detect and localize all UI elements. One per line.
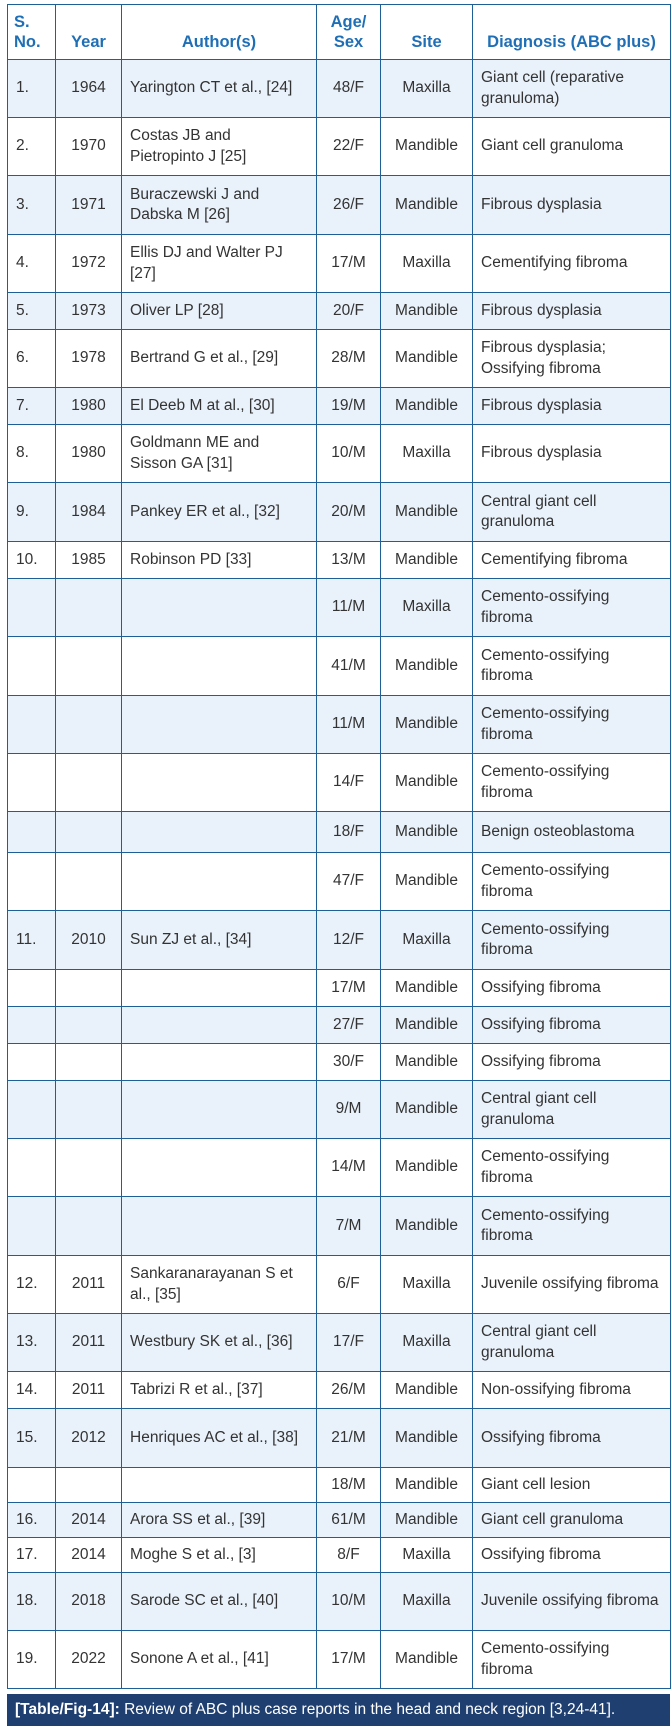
table-row: [8, 483, 671, 542]
cell-sno: 19.: [8, 1631, 56, 1689]
table-row: [8, 853, 671, 911]
cell-site: Mandible: [381, 1372, 473, 1409]
cell-author: [122, 1468, 317, 1503]
cell-sno: [8, 579, 56, 637]
cell-sno: [8, 754, 56, 812]
cell-author: [122, 579, 317, 637]
cell-age-sex: 17/M: [317, 970, 381, 1007]
cell-age-sex: 10/M: [317, 1573, 381, 1631]
cell-age-sex: 17/M: [317, 1631, 381, 1689]
cell-sno: 6.: [8, 330, 56, 388]
cell-year: [56, 1007, 122, 1044]
table-row: [8, 812, 671, 853]
cell-diagnosis: Central giant cell granuloma: [473, 1314, 671, 1372]
table-row: [8, 425, 671, 483]
table-row: [8, 1044, 671, 1081]
cell-diagnosis: Giant cell (reparative granuloma): [473, 60, 671, 118]
cell-site: Mandible: [381, 483, 473, 542]
cell-diagnosis: Cemento-ossifying fibroma: [473, 754, 671, 812]
cell-year: 2011: [56, 1314, 122, 1372]
cell-author: [122, 637, 317, 696]
cell-age-sex: 47/F: [317, 853, 381, 911]
cell-sno: [8, 637, 56, 696]
cell-diagnosis: Giant cell lesion: [473, 1468, 671, 1503]
header-site: Site: [381, 5, 473, 60]
cell-year: 1971: [56, 176, 122, 235]
table-row: [8, 388, 671, 425]
cell-author: [122, 1044, 317, 1081]
cell-age-sex: 30/F: [317, 1044, 381, 1081]
cell-age-sex: 20/M: [317, 483, 381, 542]
table-row: [8, 754, 671, 812]
table-row: [8, 235, 671, 293]
cell-diagnosis: Cemento-ossifying fibroma: [473, 853, 671, 911]
cell-site: Mandible: [381, 118, 473, 176]
cell-diagnosis: Central giant cell granuloma: [473, 1081, 671, 1139]
cell-author: [122, 754, 317, 812]
cell-site: Maxilla: [381, 60, 473, 118]
table-body: [8, 60, 671, 1689]
cell-site: Maxilla: [381, 911, 473, 970]
cell-diagnosis: Ossifying fibroma: [473, 1538, 671, 1573]
cell-age-sex: 6/F: [317, 1256, 381, 1314]
cell-diagnosis: Benign osteoblastoma: [473, 812, 671, 853]
cell-author: Sonone A et al., [41]: [122, 1631, 317, 1689]
cell-site: Maxilla: [381, 579, 473, 637]
cell-year: [56, 1139, 122, 1197]
cell-year: [56, 696, 122, 754]
header-year: Year: [56, 5, 122, 60]
cell-diagnosis: Cemento-ossifying fibroma: [473, 1197, 671, 1256]
table-row: [8, 637, 671, 696]
table-caption: [7, 1694, 670, 1726]
cell-diagnosis: Giant cell granuloma: [473, 118, 671, 176]
table-row: [8, 1468, 671, 1503]
cell-year: 1980: [56, 388, 122, 425]
cell-year: 2010: [56, 911, 122, 970]
cell-author: [122, 1139, 317, 1197]
cell-age-sex: 27/F: [317, 1007, 381, 1044]
cell-site: Mandible: [381, 388, 473, 425]
caption-text: Review of ABC plus case reports in the head and neck region [3,24-41].: [119, 1701, 616, 1718]
cell-age-sex: 21/M: [317, 1409, 381, 1468]
cell-diagnosis: Juvenile ossifying fibroma: [473, 1573, 671, 1631]
cell-diagnosis: Ossifying fibroma: [473, 1007, 671, 1044]
cell-diagnosis: Fibrous dysplasia; Ossifying fibroma: [473, 330, 671, 388]
cell-age-sex: 12/F: [317, 911, 381, 970]
cell-age-sex: 48/F: [317, 60, 381, 118]
cell-diagnosis: Cemento-ossifying fibroma: [473, 1631, 671, 1689]
cell-year: 2022: [56, 1631, 122, 1689]
table-row: [8, 1081, 671, 1139]
cell-year: 1970: [56, 118, 122, 176]
cell-site: Mandible: [381, 696, 473, 754]
cell-sno: 4.: [8, 235, 56, 293]
table-row: [8, 911, 671, 970]
cell-sno: [8, 1468, 56, 1503]
cell-author: Costas JB and Pietropinto J [25]: [122, 118, 317, 176]
cell-author: [122, 1007, 317, 1044]
table-row: [8, 1197, 671, 1256]
cell-age-sex: 10/M: [317, 425, 381, 483]
cell-age-sex: 18/F: [317, 812, 381, 853]
cell-site: Maxilla: [381, 235, 473, 293]
cell-year: [56, 1197, 122, 1256]
cell-author: [122, 853, 317, 911]
cell-age-sex: 14/M: [317, 1139, 381, 1197]
cell-age-sex: 14/F: [317, 754, 381, 812]
cell-diagnosis: Fibrous dysplasia: [473, 176, 671, 235]
table-row: [8, 118, 671, 176]
cell-site: Mandible: [381, 1631, 473, 1689]
cell-author: Moghe S et al., [3]: [122, 1538, 317, 1573]
cell-sno: [8, 696, 56, 754]
cell-sno: 18.: [8, 1573, 56, 1631]
cell-sno: [8, 1044, 56, 1081]
cell-year: 2014: [56, 1503, 122, 1538]
cell-site: Mandible: [381, 1468, 473, 1503]
cell-year: 2011: [56, 1256, 122, 1314]
cell-site: Mandible: [381, 853, 473, 911]
cell-author: Ellis DJ and Walter PJ [27]: [122, 235, 317, 293]
cell-year: 2018: [56, 1573, 122, 1631]
cell-year: 2012: [56, 1409, 122, 1468]
cell-diagnosis: Fibrous dysplasia: [473, 293, 671, 330]
cell-diagnosis: Ossifying fibroma: [473, 1044, 671, 1081]
cell-site: Mandible: [381, 330, 473, 388]
cell-author: Bertrand G et al., [29]: [122, 330, 317, 388]
cell-age-sex: 61/M: [317, 1503, 381, 1538]
cell-sno: [8, 853, 56, 911]
cell-age-sex: 7/M: [317, 1197, 381, 1256]
cell-diagnosis: Giant cell granuloma: [473, 1503, 671, 1538]
table-row: [8, 293, 671, 330]
table-row: [8, 1631, 671, 1689]
cell-site: Mandible: [381, 754, 473, 812]
cell-age-sex: 18/M: [317, 1468, 381, 1503]
cell-age-sex: 13/M: [317, 542, 381, 579]
cell-diagnosis: Fibrous dysplasia: [473, 388, 671, 425]
cell-author: [122, 812, 317, 853]
table-row: [8, 579, 671, 637]
cell-site: Maxilla: [381, 1538, 473, 1573]
cell-diagnosis: Cementifying fibroma: [473, 542, 671, 579]
cell-age-sex: 26/M: [317, 1372, 381, 1409]
cell-age-sex: 20/F: [317, 293, 381, 330]
cell-author: Goldmann ME and Sisson GA [31]: [122, 425, 317, 483]
cell-site: Mandible: [381, 1081, 473, 1139]
cell-site: Mandible: [381, 176, 473, 235]
table-row: [8, 696, 671, 754]
cell-author: Yarington CT et al., [24]: [122, 60, 317, 118]
cell-age-sex: 8/F: [317, 1538, 381, 1573]
cell-age-sex: 22/F: [317, 118, 381, 176]
table-header: [8, 5, 671, 60]
table-container: [7, 4, 670, 1689]
cell-age-sex: 28/M: [317, 330, 381, 388]
cell-year: 1985: [56, 542, 122, 579]
cell-author: [122, 1081, 317, 1139]
cell-age-sex: 19/M: [317, 388, 381, 425]
cell-year: 2014: [56, 1538, 122, 1573]
cell-sno: 16.: [8, 1503, 56, 1538]
cell-site: Mandible: [381, 637, 473, 696]
table-row: [8, 176, 671, 235]
cell-sno: [8, 1139, 56, 1197]
cell-author: Arora SS et al., [39]: [122, 1503, 317, 1538]
cell-year: 1972: [56, 235, 122, 293]
cell-sno: [8, 1197, 56, 1256]
table-row: [8, 970, 671, 1007]
cell-author: [122, 970, 317, 1007]
cell-year: [56, 637, 122, 696]
cell-author: El Deeb M at al., [30]: [122, 388, 317, 425]
header-sno: S. No.: [8, 5, 56, 60]
table-row: [8, 1503, 671, 1538]
cell-year: [56, 754, 122, 812]
cell-year: 2011: [56, 1372, 122, 1409]
cell-site: Mandible: [381, 542, 473, 579]
cell-site: Mandible: [381, 812, 473, 853]
cell-author: Sun ZJ et al., [34]: [122, 911, 317, 970]
cell-diagnosis: Ossifying fibroma: [473, 970, 671, 1007]
table-row: [8, 1372, 671, 1409]
header-age-sex: Age/ Sex: [317, 5, 381, 60]
cell-diagnosis: Ossifying fibroma: [473, 1409, 671, 1468]
cell-author: [122, 1197, 317, 1256]
cell-year: [56, 1081, 122, 1139]
cell-age-sex: 17/F: [317, 1314, 381, 1372]
cell-sno: 15.: [8, 1409, 56, 1468]
header-author: Author(s): [122, 5, 317, 60]
cell-sno: 3.: [8, 176, 56, 235]
table-row: [8, 60, 671, 118]
cell-age-sex: 26/F: [317, 176, 381, 235]
cell-year: 1978: [56, 330, 122, 388]
cell-site: Mandible: [381, 1503, 473, 1538]
cell-sno: [8, 1007, 56, 1044]
cell-age-sex: 41/M: [317, 637, 381, 696]
cell-sno: 13.: [8, 1314, 56, 1372]
cell-site: Mandible: [381, 1139, 473, 1197]
cell-year: 1973: [56, 293, 122, 330]
cell-diagnosis: Central giant cell granuloma: [473, 483, 671, 542]
cell-site: Maxilla: [381, 1314, 473, 1372]
cell-diagnosis: Cemento-ossifying fibroma: [473, 579, 671, 637]
table-row: [8, 1256, 671, 1314]
table-row: [8, 330, 671, 388]
cell-author: Westbury SK et al., [36]: [122, 1314, 317, 1372]
cell-site: Maxilla: [381, 1573, 473, 1631]
cell-diagnosis: Cemento-ossifying fibroma: [473, 696, 671, 754]
caption-label: [Table/Fig-14]:: [15, 1701, 120, 1718]
cell-site: Maxilla: [381, 425, 473, 483]
table-row: [8, 1409, 671, 1468]
cell-sno: [8, 812, 56, 853]
cell-year: [56, 812, 122, 853]
cell-author: Sarode SC et al., [40]: [122, 1573, 317, 1631]
cell-year: 1984: [56, 483, 122, 542]
cell-sno: [8, 1081, 56, 1139]
cell-sno: 11.: [8, 911, 56, 970]
cell-age-sex: 11/M: [317, 579, 381, 637]
cell-site: Mandible: [381, 293, 473, 330]
cell-site: Mandible: [381, 970, 473, 1007]
cell-age-sex: 11/M: [317, 696, 381, 754]
cell-sno: 1.: [8, 60, 56, 118]
cell-year: [56, 853, 122, 911]
cell-site: Mandible: [381, 1044, 473, 1081]
cell-sno: 9.: [8, 483, 56, 542]
cell-sno: 5.: [8, 293, 56, 330]
cell-sno: 17.: [8, 1538, 56, 1573]
cell-site: Maxilla: [381, 1256, 473, 1314]
cell-sno: 2.: [8, 118, 56, 176]
cell-diagnosis: Cemento-ossifying fibroma: [473, 911, 671, 970]
cell-author: Sankaranarayanan S et al., [35]: [122, 1256, 317, 1314]
cell-age-sex: 17/M: [317, 235, 381, 293]
cell-year: [56, 579, 122, 637]
cell-site: Mandible: [381, 1197, 473, 1256]
cell-sno: 12.: [8, 1256, 56, 1314]
cell-author: Buraczewski J and Dabska M [26]: [122, 176, 317, 235]
cell-sno: 7.: [8, 388, 56, 425]
cell-sno: 10.: [8, 542, 56, 579]
table-row: [8, 1314, 671, 1372]
cell-age-sex: 9/M: [317, 1081, 381, 1139]
table-row: [8, 1538, 671, 1573]
cell-year: 1964: [56, 60, 122, 118]
cell-year: 1980: [56, 425, 122, 483]
case-reports-table: [7, 4, 671, 1689]
cell-site: Mandible: [381, 1409, 473, 1468]
cell-sno: [8, 970, 56, 1007]
cell-year: [56, 970, 122, 1007]
table-row: [8, 1007, 671, 1044]
cell-diagnosis: Juvenile ossifying fibroma: [473, 1256, 671, 1314]
cell-diagnosis: Cementifying fibroma: [473, 235, 671, 293]
table-row: [8, 1573, 671, 1631]
cell-diagnosis: Cemento-ossifying fibroma: [473, 1139, 671, 1197]
cell-site: Mandible: [381, 1007, 473, 1044]
cell-diagnosis: Fibrous dysplasia: [473, 425, 671, 483]
cell-diagnosis: Non-ossifying fibroma: [473, 1372, 671, 1409]
cell-author: Robinson PD [33]: [122, 542, 317, 579]
cell-year: [56, 1044, 122, 1081]
cell-year: [56, 1468, 122, 1503]
cell-author: [122, 696, 317, 754]
cell-author: Pankey ER et al., [32]: [122, 483, 317, 542]
cell-author: Tabrizi R et al., [37]: [122, 1372, 317, 1409]
cell-sno: 8.: [8, 425, 56, 483]
cell-sno: 14.: [8, 1372, 56, 1409]
header-diagnosis: Diagnosis (ABC plus): [473, 5, 671, 60]
table-row: [8, 542, 671, 579]
cell-author: Henriques AC et al., [38]: [122, 1409, 317, 1468]
table-row: [8, 1139, 671, 1197]
cell-author: Oliver LP [28]: [122, 293, 317, 330]
cell-diagnosis: Cemento-ossifying fibroma: [473, 637, 671, 696]
